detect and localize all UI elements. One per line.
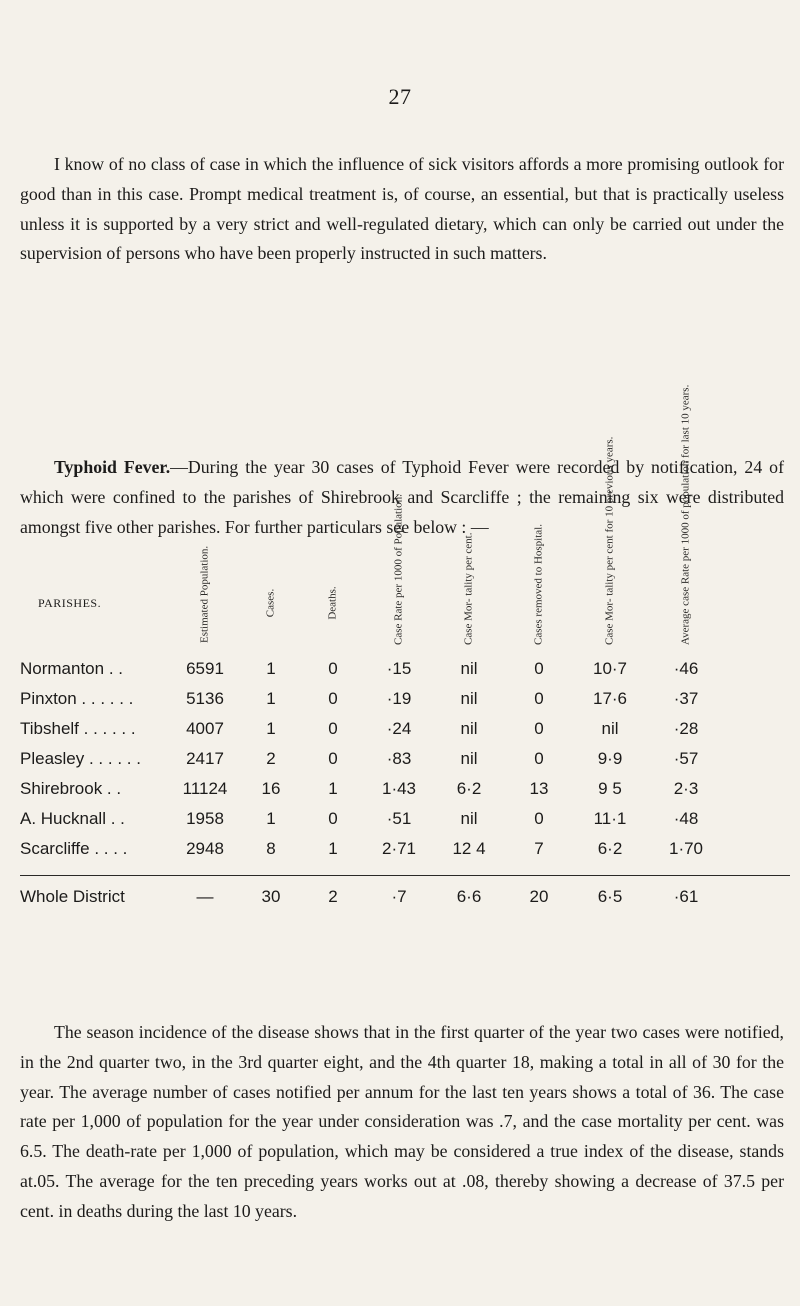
column-header-prev-mortality: Case Mor- tality per cent for 10 previous years.	[603, 436, 616, 645]
prev-mortality-cell: 6·2	[597, 839, 623, 858]
case-mortality-cell: nil	[460, 689, 478, 708]
case-mortality-cell: nil	[460, 809, 478, 828]
deaths-cell: 0	[328, 659, 338, 678]
case-rate-cell: 1·43	[381, 779, 417, 798]
hospital-cell: 13	[529, 779, 549, 798]
case-mortality-cell: 6·6	[456, 887, 482, 906]
table-divider	[20, 875, 790, 876]
case-mortality-cell: 12 4	[452, 839, 486, 858]
population-cell: 2417	[186, 749, 224, 768]
population-cell: —	[196, 887, 214, 906]
case-rate-cell: 2·71	[381, 839, 417, 858]
cases-cell: 1	[266, 809, 276, 828]
case-mortality-cell: nil	[460, 719, 478, 738]
prev-mortality-cell: 6·5	[597, 887, 623, 906]
paragraph-sick-visitors: I know of no class of case in which the influence of sick visitors affords a more promising outlook for good than in this case. Prompt medical treatment is, of course, an essential, but that is practically useless unless it is supported by a very strict and well-regulated dietary, which can only be carried out under the supervision of persons who have been properly instructed in such matters.	[20, 154, 784, 264]
total-label: Whole District	[20, 887, 125, 906]
average-rate-cell: 2·3	[673, 779, 699, 798]
column-header-population: Estimated Population.	[198, 545, 211, 643]
column-header-case-rate: Case Rate per 1000 of Population.	[392, 494, 405, 645]
deaths-cell: 0	[328, 809, 338, 828]
average-rate-cell: ·46	[673, 659, 699, 678]
paragraph-body: —During the year 30 cases of Typhoid Fever were recorded by notification, 24 of which were confined to the parishes of Shirebrook and Scarcliffe ; the remaining six were distributed amongst five other parishes. For further particulars see below : —	[20, 457, 784, 537]
population-cell: 4007	[186, 719, 224, 738]
prev-mortality-cell: 11·1	[593, 809, 627, 828]
cases-cell: 16	[261, 779, 281, 798]
cases-cell: 2	[266, 749, 276, 768]
column-header-average-case-rate: Average case Rate per 1000 of population for last 10 years.	[679, 384, 692, 645]
parish-name: Pinxton . . . . . .	[20, 689, 134, 708]
deaths-cell: 1	[328, 839, 338, 858]
deaths-cell: 0	[328, 689, 338, 708]
deaths-cell: 1	[328, 779, 338, 798]
deaths-cell: 2	[328, 887, 338, 906]
hospital-cell: 0	[534, 749, 544, 768]
prev-mortality-cell: 10·7	[592, 659, 628, 678]
average-rate-cell: ·28	[673, 719, 699, 738]
column-header-deaths: Deaths.	[326, 586, 339, 620]
hospital-cell: 0	[534, 659, 544, 678]
table-row	[20, 684, 790, 714]
case-rate-cell: ·7	[391, 887, 407, 906]
parish-name: A. Hucknall . .	[20, 809, 125, 828]
population-cell: 5136	[186, 689, 224, 708]
population-cell: 1958	[186, 809, 224, 828]
average-rate-cell: ·48	[673, 809, 699, 828]
paragraph-season-incidence: The season incidence of the disease shows that in the first quarter of the year two cases were notified, in the 2nd quarter two, in the 3rd quarter eight, and the 4th quarter 18, making a total in all of 30 for the year. The average number of cases notified per annum for the last ten years shows a total of 36. The case rate per 1,000 of population for the year under consideration was .7, and the case mortality per cent. was 6.5. The death-rate per 1,000 of population, which may be considered a true index of the disease, stands at.05. The average for the ten preceding years works out at .08, thereby showing a decrease of 37.5 per cent. in deaths during the last 10 years.	[20, 1022, 784, 1221]
cases-cell: 1	[266, 719, 276, 738]
hospital-cell: 0	[534, 689, 544, 708]
parish-name: Tibshelf . . . . . .	[20, 719, 136, 738]
population-cell: 11124	[182, 779, 228, 798]
average-rate-cell: ·37	[673, 689, 699, 708]
population-cell: 2948	[186, 839, 224, 858]
case-rate-cell: ·51	[386, 809, 412, 828]
table-row	[20, 654, 790, 684]
deaths-cell: 0	[328, 749, 338, 768]
hospital-cell: 0	[534, 809, 544, 828]
hospital-cell: 20	[529, 887, 549, 906]
case-mortality-cell: 6·2	[456, 779, 482, 798]
section-heading: Typhoid Fever.	[54, 457, 171, 477]
case-mortality-cell: nil	[460, 749, 478, 768]
page-number: 27	[388, 84, 412, 109]
table-row	[20, 714, 790, 744]
column-header-removed-to-hospital: Cases removed to Hospital.	[532, 524, 545, 645]
table-row	[20, 774, 790, 804]
hospital-cell: 0	[534, 719, 544, 738]
deaths-cell: 0	[328, 719, 338, 738]
cases-cell: 30	[261, 887, 281, 906]
hospital-cell: 7	[534, 839, 544, 858]
parish-name: Scarcliffe . . . .	[20, 839, 128, 858]
parish-name: Pleasley . . . . . .	[20, 749, 141, 768]
average-rate-cell: ·61	[673, 887, 699, 906]
column-header-cases: Cases.	[264, 588, 277, 618]
parish-name: Shirebrook . .	[20, 779, 122, 798]
cases-cell: 1	[266, 659, 276, 678]
population-cell: 6591	[186, 659, 224, 678]
parish-name: Normanton . .	[20, 659, 123, 678]
table-total-row	[20, 882, 790, 912]
column-header-case-mortality: Case Mor- tality per cent.	[462, 532, 475, 645]
table-row	[20, 834, 790, 864]
column-header-parishes: PARISHES.	[38, 595, 102, 610]
case-rate-cell: ·15	[386, 659, 412, 678]
case-rate-cell: ·19	[386, 689, 412, 708]
prev-mortality-cell: 9·9	[597, 749, 623, 768]
prev-mortality-cell: nil	[601, 719, 619, 738]
prev-mortality-cell: 9 5	[598, 779, 622, 798]
table-row	[20, 804, 790, 834]
case-mortality-cell: nil	[460, 659, 478, 678]
prev-mortality-cell: 17·6	[592, 689, 628, 708]
average-rate-cell: 1·70	[668, 839, 704, 858]
cases-cell: 1	[266, 689, 276, 708]
case-rate-cell: ·24	[386, 719, 412, 738]
case-rate-cell: ·83	[386, 749, 412, 768]
average-rate-cell: ·57	[673, 749, 699, 768]
table-row	[20, 744, 790, 774]
cases-cell: 8	[266, 839, 276, 858]
